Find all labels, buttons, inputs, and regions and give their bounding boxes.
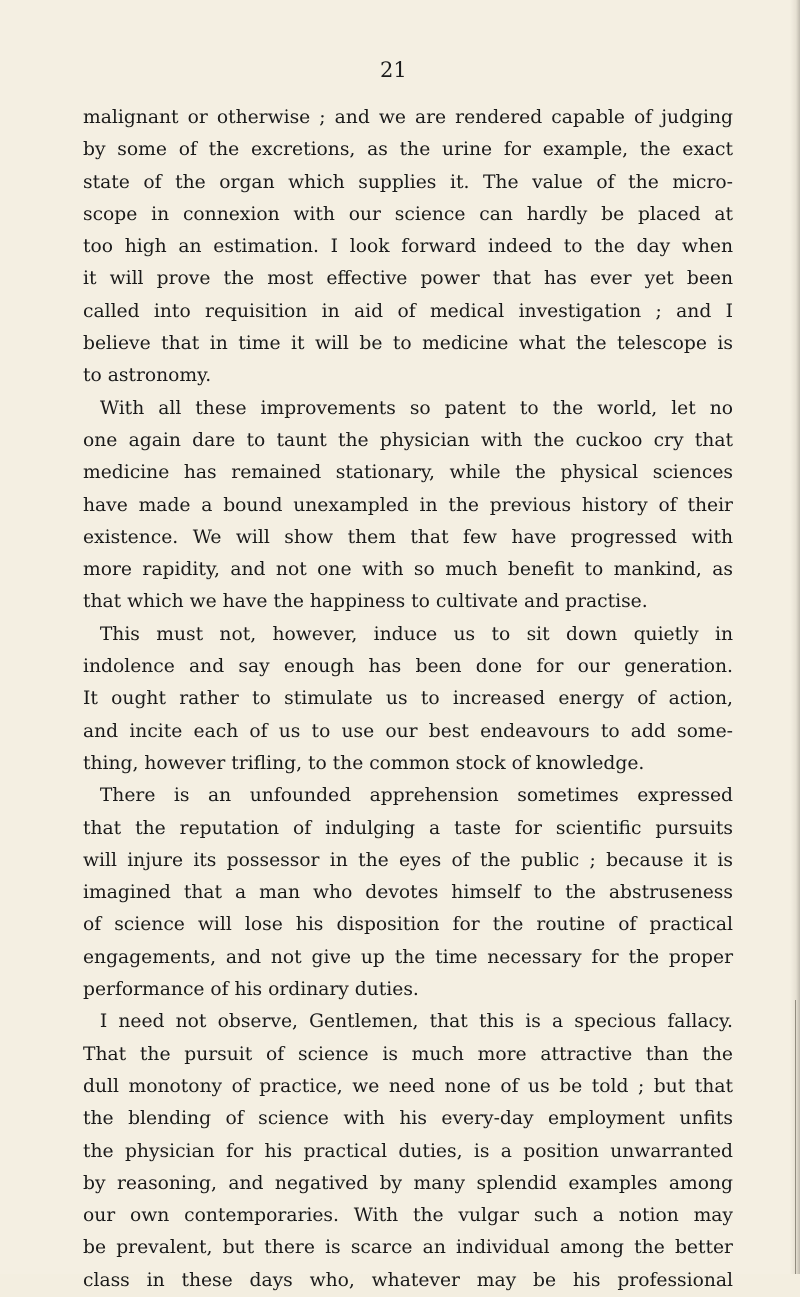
text-line: There is an unfounded apprehension sometimes expressed — [99, 785, 733, 807]
text-line: scope in connexion with our science can hardly be placed at — [83, 203, 733, 225]
text-line: That the pursuit of science is much more attractive than the — [83, 1043, 733, 1065]
text-line: by some of the excretions, as the urine for example, the exact — [83, 139, 733, 161]
text-line: class in these days who, whatever may be his professional — [83, 1269, 733, 1291]
text-line: malignant or otherwise ; and we are rendered capable of judging — [83, 107, 733, 128]
text-line: state of the organ which supplies it. The value of the micro- — [83, 171, 733, 193]
text-line: be prevalent, but there is scarce an individual among the better — [83, 1237, 733, 1259]
text-line: that the reputation of indulging a taste for scientific pursuits — [83, 817, 733, 839]
text-line: the blending of science with his every-day employment unfits — [83, 1108, 733, 1130]
text-line: to astronomy. — [83, 365, 212, 387]
text-line: I need not observe, Gentlemen, that this is a specious fallacy. — [99, 1011, 733, 1033]
text-line: will injure its possessor in the eyes of the public ; because it is — [83, 849, 733, 871]
text-line: called into requisition in aid of medical investigation ; and I — [83, 300, 733, 322]
text-line: imagined that a man who devotes himself to the abstruseness — [83, 882, 733, 904]
text-line: more rapidity, and not one with so much benefit to mankind, as — [83, 559, 733, 581]
text-line: performance of his ordinary duties. — [83, 979, 419, 1001]
text-line: It ought rather to stimulate us to increased energy of action, — [83, 688, 733, 710]
text-line: medicine has remained stationary, while the physical sciences — [83, 462, 733, 484]
text-line: too high an estimation. I look forward indeed to the day when — [83, 236, 733, 258]
text-line: it will prove the most effective power that has ever yet been — [83, 268, 733, 290]
text-line: indolence and say enough has been done for our generation. — [83, 656, 733, 678]
text-line: believe that in time it will be to medicine what the telescope is — [83, 333, 733, 355]
text-line: existence. We will show them that few have progressed with — [83, 526, 733, 548]
text-line: and incite each of us to use our best endeavours to add some- — [83, 720, 733, 742]
page-edge-line — [795, 1000, 796, 1274]
text-line: by reasoning, and negatived by many splendid examples among — [83, 1172, 733, 1194]
text-line: thing, however trifling, to the common stock of knowledge. — [83, 752, 645, 774]
text-line: have made a bound unexampled in the previous history of their — [83, 494, 733, 516]
text-line: our own contemporaries. With the vulgar such a notion may — [83, 1205, 733, 1227]
text-line: of science will lose his disposition for the routine of practical — [83, 914, 733, 936]
text-line: the physician for his practical duties, is a position unwarranted — [83, 1140, 733, 1162]
body-text — [83, 102, 733, 1297]
text-line: engagements, and not give up the time necessary for the proper — [83, 946, 733, 968]
page-number: 21 — [380, 58, 407, 82]
text-line: that which we have the happiness to cultivate and practise. — [83, 591, 648, 613]
text-line: one again dare to taunt the physician with the cuckoo cry that — [83, 429, 733, 451]
text-line: With all these improvements so patent to the world, let no — [99, 397, 733, 419]
text-line: dull monotony of practice, we need none of us be told ; but that — [83, 1075, 733, 1097]
text-line: This must not, however, induce us to sit down quietly in — [99, 623, 733, 645]
